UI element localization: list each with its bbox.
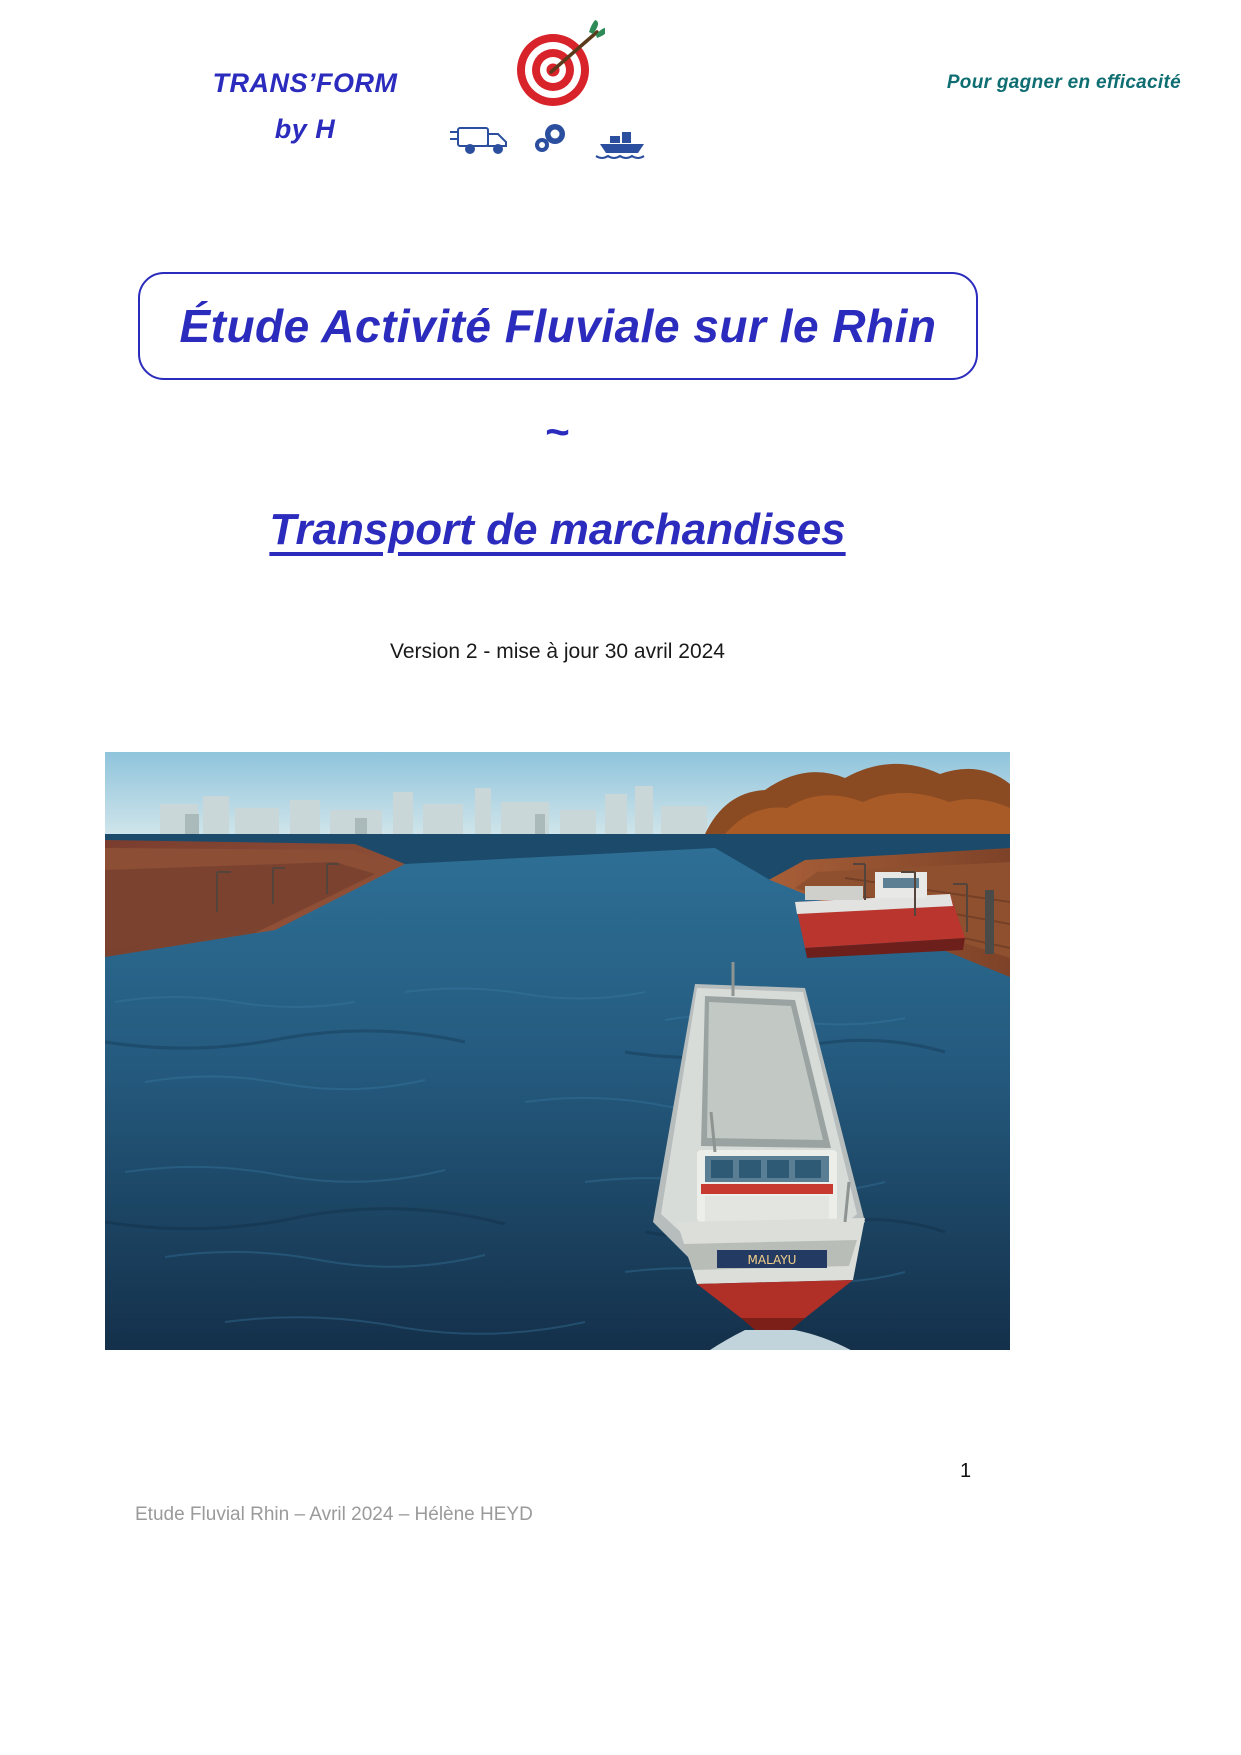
brand-line-1: TRANS’FORM (212, 68, 398, 98)
page-number: 1 (960, 1460, 972, 1482)
gears-icon (535, 124, 565, 152)
title-separator: ~ (545, 408, 570, 455)
footer-text: Etude Fluvial Rhin – Avril 2024 – Hélène HEYD (135, 1504, 533, 1525)
brand-tagline: Pour gagner en efficacité (946, 72, 1181, 93)
truck-icon (450, 128, 506, 153)
page-title: Étude Activité Fluviale sur le Rhin (179, 300, 937, 352)
document-title-box (138, 272, 978, 380)
vessel-name-text: MALAYU (747, 1253, 797, 1267)
document-subtitle: Transport de marchandises (269, 505, 846, 554)
page-header (0, 0, 1241, 190)
version-label: Version 2 - mise à jour 30 avril 2024 (389, 640, 725, 663)
brand-line-2: by H (274, 114, 336, 144)
target-dart-icon (505, 18, 605, 118)
cover-photo (105, 752, 1010, 1350)
logo-icon-row (450, 112, 660, 162)
brand-name (140, 60, 470, 152)
ship-icon (596, 132, 644, 158)
